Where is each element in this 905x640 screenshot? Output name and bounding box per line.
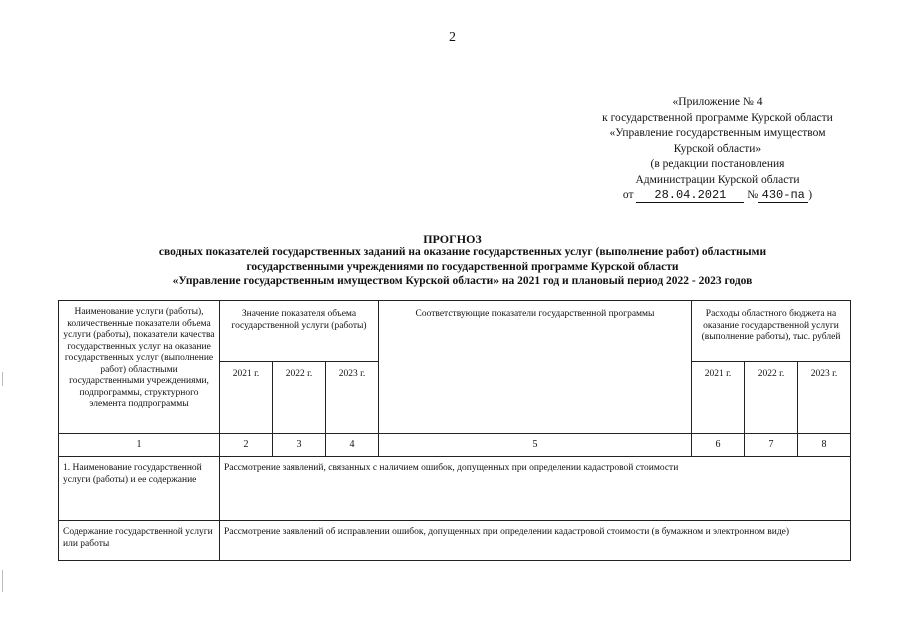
column-number: 7 [745,434,798,457]
header-program-indicators: Соответствующие показатели государственной программы [379,301,692,434]
appendix-line-2: к государственной программе Курской области [602,111,833,124]
column-number: 6 [692,434,745,457]
forecast-table [58,300,851,561]
table-row [59,457,851,521]
service-content-text: Рассмотрение заявлений об исправлении ошибок, допущенных при определении кадастровой стоимости (в бумажном и электронном виде) [220,521,851,561]
column-number: 2 [220,434,273,457]
appendix-line-5: (в редакции постановления [650,158,785,170]
page-number: 2 [449,30,456,45]
volume-year-2023: 2023 г. [326,362,379,434]
decree-date: 28.04.2021 [636,189,744,203]
expense-year-2021: 2021 г. [692,362,745,434]
column-number: 5 [379,434,692,457]
volume-year-2021: 2021 г. [220,362,273,434]
service-content-label: Содержание государственной услуги или работы [59,521,220,561]
subtitle-line-3: «Управление государственным имуществом Курской области» на 2021 год и плановый период 2022 - 2023 годов [172,275,753,287]
scan-margin-mark [2,372,3,386]
header-row-top [59,301,851,362]
decree-number: 430-па [758,189,808,203]
column-number-row [59,434,851,457]
appendix-line-1: «Приложение № 4 [672,96,763,108]
appendix-line-4: Курской области» [673,142,762,155]
column-number: 1 [59,434,220,457]
expense-year-2022: 2022 г. [745,362,798,434]
document-subtitle [70,245,855,289]
service-name-text: Рассмотрение заявлений, связанных с наличием ошибок, допущенных при определении кадастровой стоимости [220,457,851,521]
document-title: ПРОГНОЗ [423,232,482,246]
header-volume: Значение показателя объема государственной услуги (работы) [220,301,379,362]
appendix-line-6: Администрации Курской области [635,173,800,186]
appendix-date-line [575,188,860,204]
expense-year-2023: 2023 г. [798,362,851,434]
column-number: 8 [798,434,851,457]
service-name-label: 1. Наименование государственной услуги (работы) и ее содержание [59,457,220,521]
subtitle-line-1: сводных показателей государственных заданий на оказание государственных услуг (выполнение работ) областными [158,246,767,258]
appendix-block [575,95,860,204]
appendix-line-3: «Управление государственным имуществом [609,127,826,139]
column-number: 4 [326,434,379,457]
closing-paren: ) [808,189,813,201]
header-budget-expenses: Расходы областного бюджета на оказание государственной услуги (выполнение работы), тыс. рублей [692,301,851,362]
subtitle-line-2: государственными учреждениями по государственной программе Курской области [246,260,679,273]
table-row [59,521,851,561]
column-number: 3 [273,434,326,457]
number-label: № [747,189,759,201]
from-label: от [622,189,634,201]
volume-year-2022: 2022 г. [273,362,326,434]
scan-margin-mark [2,570,3,592]
header-service-name: Наименование услуги (работы), количественные показатели объема услуги (работы), показатели качества государственных услуг на оказание государственных услуг (выполнение работ) областными государственными учреждениями, подпрограммы, структурного элемента подпрограммы [59,301,220,434]
